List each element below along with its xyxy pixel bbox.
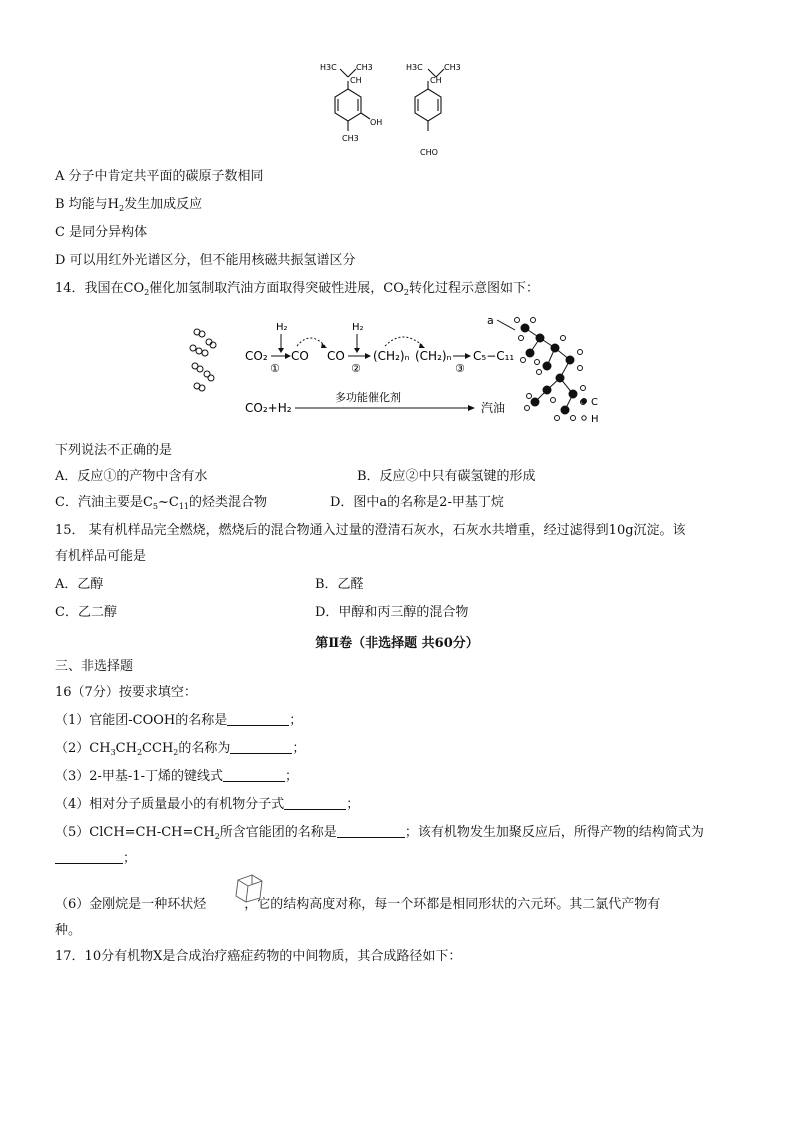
answer-blank-2[interactable]: [230, 741, 292, 754]
q13-option-c: C 是同分异构体: [55, 225, 148, 240]
q14-option-c: C．汽油主要是$C_5\sim C_{11}$的烃类混合物: [55, 495, 268, 511]
legend-h: H: [591, 414, 599, 425]
q16-part-4: （4）相对分子质量最小的有机物分子式 ；: [55, 797, 360, 812]
q14-option-b: B．反应②中只有碳氢键的形成: [357, 469, 536, 484]
q13-option-a: A 分子中肯定共平面的碳原子数相同: [55, 169, 264, 184]
h2-label-1: H₂: [276, 322, 288, 333]
co-label-2: CO: [327, 349, 345, 363]
q16-part-6: （6）金刚烷是一种环状烃 ，它的结构高度对称，每一个环都是相同形状的六元环。其二氯代产物有: [55, 897, 661, 912]
q13-option-b: B 均能与$H_2$发生加成反应: [55, 197, 203, 213]
ch2n-label-2: (CH₂)ₙ: [415, 349, 452, 363]
s1-oh: OH: [370, 118, 383, 127]
q16-part-5: $(5)ClCH=CH-CH=CH_2$所含官能团的名称是 ；该有机物发生加聚反应后，所得产物的结构简式为: [55, 825, 704, 841]
s2-ch3: CH3: [444, 63, 461, 72]
step-3: ③: [455, 362, 465, 375]
s1-h3c: H3C: [320, 63, 337, 72]
answer-blank-5b[interactable]: [55, 851, 123, 864]
co-label-1: CO: [291, 349, 309, 363]
q16-part-2: $(2)CH_3CH_2CCH_2$的名称为 ；: [55, 741, 306, 757]
c5-c11-label: C₅−C₁₁: [473, 349, 515, 363]
q16-part-5-line2: ；: [55, 850, 136, 868]
s1-ch: CH: [350, 76, 362, 85]
step-1: ①: [270, 362, 280, 375]
q16-part-1: （1）官能团-COOH的名称是 ；: [55, 713, 303, 728]
section-3-heading: 三、非选择题: [55, 659, 134, 674]
s1-ch3: CH3: [356, 63, 373, 72]
q15-option-d: D．甲醇和丙三醇的混合物: [315, 605, 469, 620]
answer-blank-1[interactable]: [227, 713, 289, 726]
legend-c: C: [591, 397, 598, 408]
q15-option-b: B．乙醛: [315, 577, 364, 592]
co2-molecules-icon: [190, 329, 216, 391]
co2-h2-label: CO₂+H₂: [245, 401, 292, 415]
q16-part-6-line2: 种。: [55, 923, 82, 938]
q15-stem-2: 有机样品可能是: [55, 549, 147, 564]
q13-structures: [310, 55, 490, 165]
q13-option-d: D 可以用红外光谱区分，但不能用核磁共振氢谱区分: [55, 253, 356, 268]
q14-option-d: D．图中a的名称是2-甲基丁烷: [330, 495, 504, 510]
hydrocarbon-model-icon: [515, 318, 586, 421]
legend-carbon-icon: [581, 398, 587, 404]
co2-conversion-diagram: [185, 308, 615, 430]
q15-stem-1: 15． 某有机样品完全燃烧，燃烧后的混合物通入过量的澄清石灰水，石灰水共增重，经过滤得到10g沉淀。该: [55, 523, 686, 538]
answer-blank-4[interactable]: [284, 797, 346, 810]
part2-title: 第Ⅱ卷（非选择题 共60分）: [315, 636, 479, 651]
answer-blank-3[interactable]: [223, 769, 285, 782]
s2-h3c: H3C: [406, 63, 423, 72]
s1-ch3-bottom: CH3: [342, 134, 359, 143]
step-2: ②: [351, 362, 361, 375]
q14-stem: 14．我国在$CO_2$催化加氢制取汽油方面取得突破性进展，$CO_2$转化过程示意图如下：: [55, 281, 539, 297]
co2-label: CO₂: [245, 349, 268, 363]
answer-blank-5a[interactable]: [337, 825, 405, 838]
catalyst-label: 多功能催化剂: [335, 391, 401, 404]
s2-ch: CH: [430, 76, 442, 85]
q17-stem: 17．10分有机物X是合成治疗癌症药物的中间物质，其合成路径如下：: [55, 949, 462, 964]
q15-option-c: C．乙二醇: [55, 605, 117, 620]
ch2n-label-1: (CH₂)ₙ: [373, 349, 410, 363]
q16-part-3: （3）2-甲基-1-丁烯的键线式 ；: [55, 769, 299, 784]
q15-option-a: A．乙醇: [55, 577, 104, 592]
h2-label-2: H₂: [352, 322, 364, 333]
q16-stem: 16（7分）按要求填空：: [55, 685, 197, 700]
s2-cho: CHO: [420, 148, 438, 157]
label-a: a: [487, 314, 494, 327]
legend-hydrogen-icon: [582, 416, 586, 420]
q14-ask: 下列说法不正确的是: [55, 443, 173, 458]
q14-option-a: A．反应①的产物中含有水: [55, 469, 208, 484]
gasoline-label: 汽油: [481, 401, 506, 415]
